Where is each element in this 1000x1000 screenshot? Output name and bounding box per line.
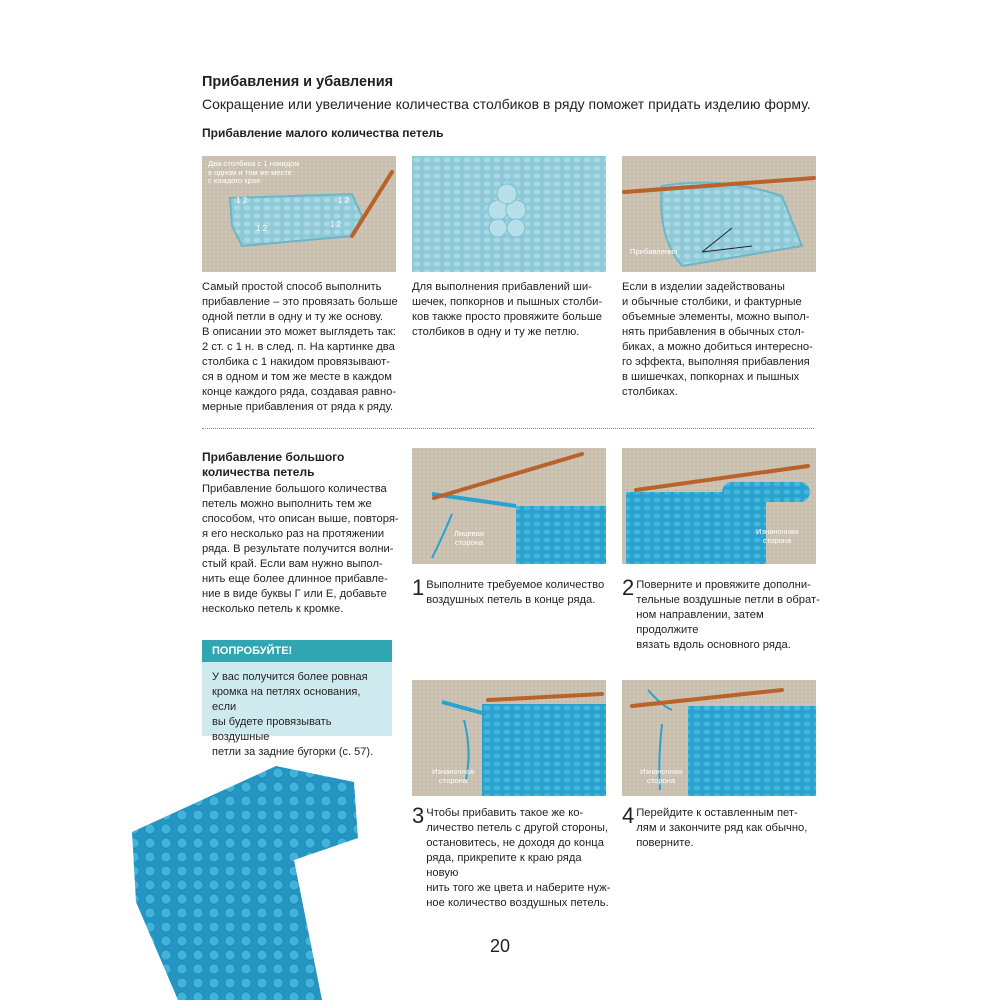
try-box-heading: ПОПРОБУЙТЕ! — [202, 640, 392, 662]
small-increase-text-1: Самый простой способ выполнить прибавление – это провязать больше одной петли в одну и ту же основу. В описании это может выглядеть так: 2 ст. с 1 н. в след. п. На картинке два столбика с 1 накидом провязывают- ся в одном и том же месте в каждом конце каждого ряда, создавая равно- мерные прибавления от ряда к ряду. — [202, 281, 398, 413]
step-text: Чтобы прибавить такое же ко- личество петель с другой стороны, остановитесь, не доходя до конца ряда, прикрепите к краю ряда новую нить того же цвета и наберите нуж- ное количество воздушных петель. — [426, 807, 611, 909]
step-number: 4 — [622, 803, 635, 828]
photo1-caption: Два столбика с 1 накидом в одном и том же месте с каждого края — [208, 159, 300, 186]
step-number: 3 — [412, 803, 425, 828]
section-large-increase-title: Прибавление большого количества петель — [202, 450, 345, 479]
small-increase-text-3: Если в изделии задействованы и обычные столбики, и фактурные объемные элементы, можно выпол- нять прибавления в обычных стол- биках, а можно добиться интересно- го эффекта, выполняя прибавления в шишечках, попкорнах и пышных столбиках. — [622, 281, 813, 398]
section-small-increase-title: Прибавление малого количества петель — [202, 126, 444, 140]
small-increase-text-2: Для выполнения прибавлений ши- шечек, попкорнов и пышных столби- ков также просто провяжите больше столбиков в одну и ту же петлю. — [412, 281, 603, 338]
photo3-caption: Прибавления — [630, 247, 678, 256]
step1-photo-caption: Лицевая сторона — [454, 529, 484, 547]
photo1-mark: 1 2 — [330, 220, 342, 229]
photo1-mark: 1 2 — [338, 196, 350, 205]
step-text: Перейдите к оставленным пет- лям и закончите ряд как обычно, поверните. — [636, 807, 808, 849]
step-number: 1 — [412, 575, 425, 600]
step-text: Поверните и провяжите дополни- тельные воздушные петли в обрат- ном направлении, затем продолжите вязать вдоль основного ряда. — [636, 579, 820, 651]
page-number: 20 — [490, 936, 511, 956]
step3-photo-caption: Изнаночная сторона — [432, 767, 475, 785]
step-3 — [412, 803, 612, 911]
large-increase-text: Прибавление большого количества петель можно выполнить тем же способом, что описан выше, повторя- я его несколько раз на протяжении ряда. В результате получится волни- стый край. Если вам нужно выпол- нить еще более длинное прибавле- ние в виде буквы Г или Е, добавьте несколько петель к кромке. — [202, 483, 399, 615]
photo-large-swatch — [126, 752, 372, 1000]
photo-small-increase-2 — [412, 156, 606, 272]
photo-step-2 — [622, 448, 816, 564]
step2-photo-caption: Изнаночная сторона — [756, 527, 799, 545]
try-box-text: У вас получится более ровная кромка на петлях основания, если вы будете провязывать воздушные петли за задние бугорки (с. 57). — [212, 671, 374, 758]
section-divider — [202, 428, 814, 429]
page-title: Прибавления и убавления — [202, 74, 394, 90]
photo1-mark: 1 2 — [256, 224, 268, 233]
photo1-mark: 1 2 — [236, 196, 248, 205]
step-text: Выполните требуемое количество воздушных петель в конце ряда. — [426, 579, 605, 606]
step-1 — [412, 575, 612, 608]
photo-step-1 — [412, 448, 606, 564]
step4-photo-caption: Изнаночная сторона — [640, 767, 683, 785]
step-4 — [622, 803, 822, 851]
try-box — [202, 662, 392, 758]
step-number: 2 — [622, 575, 635, 600]
lead-text: Сокращение или увеличение количества столбиков в ряду поможет придать изделию форму. — [202, 96, 811, 112]
step-2 — [622, 575, 822, 653]
